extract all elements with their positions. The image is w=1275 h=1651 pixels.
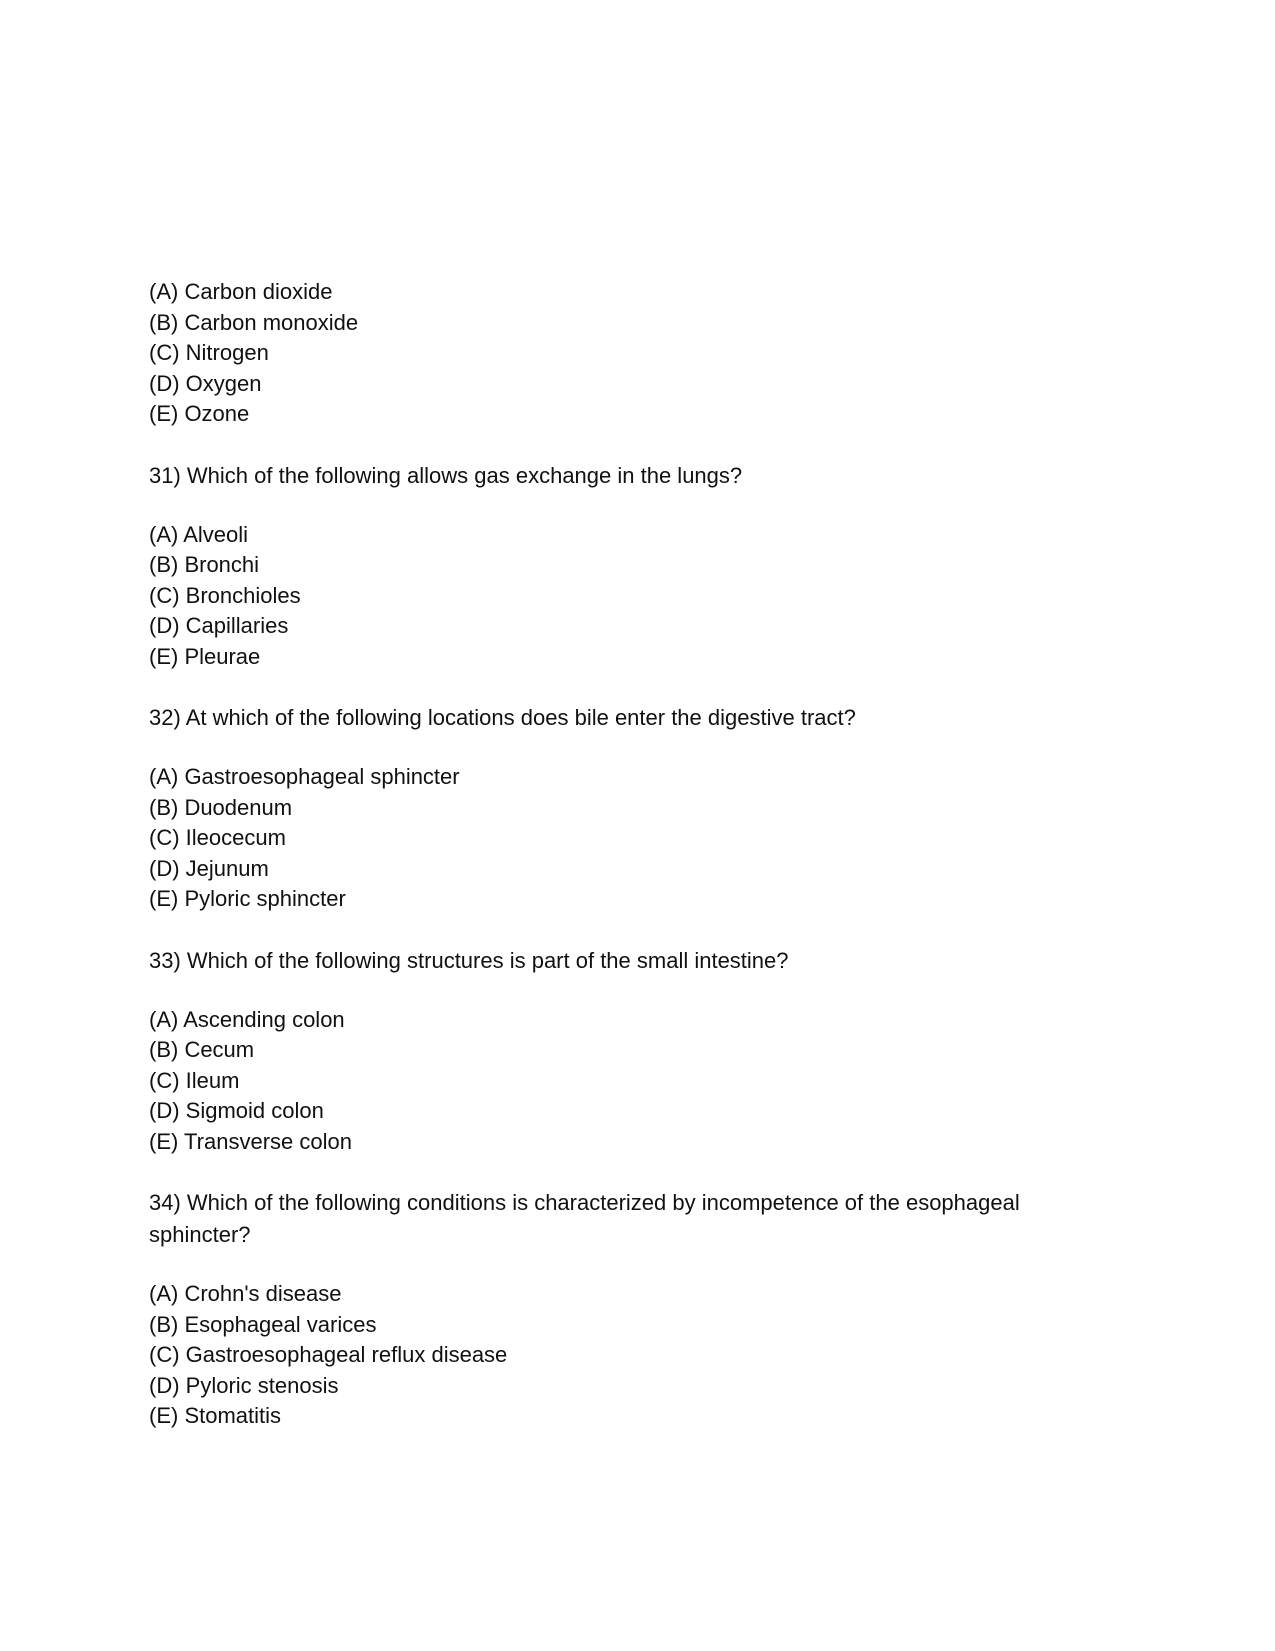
option-a: (A) Ascending colon [149,1006,345,1032]
question-31 [149,460,1109,673]
spacer [149,977,1109,1005]
option-d: (D) Capillaries [149,613,289,638]
options-list [149,762,1109,915]
option-c: (C) Ileocecum [149,825,286,850]
option-a: (A) Crohn's disease [149,1281,342,1306]
spacer [149,1251,1109,1279]
option-b: (B) Carbon monoxide [149,309,359,335]
option-e: (E) Pleurae [149,643,261,669]
question-text: 34) Which of the following conditions is characterized by incompetence of the esophageal sphincter? [149,1190,1020,1247]
option-b: (B) Cecum [149,1037,255,1062]
spacer [149,1157,1109,1187]
option-b: (B) Bronchi [149,552,260,577]
option-a: (A) Carbon dioxide [149,279,333,304]
options-list [149,1005,1109,1158]
option-d: (D) Oxygen [149,370,262,396]
question-32 [149,702,1109,915]
question-text: 33) Which of the following structures is part of the small intestine? [149,947,789,973]
continued-options-list [149,277,1109,430]
option-d: (D) Pyloric stenosis [149,1372,339,1398]
option-b: (B) Duodenum [149,794,293,820]
spacer [149,672,1109,702]
option-a: (A) Alveoli [149,521,249,547]
option-c: (C) Bronchioles [149,582,301,608]
option-d: (D) Jejunum [149,855,269,881]
option-c: (C) Gastroesophageal reflux disease [149,1342,508,1367]
options-list [149,1279,1109,1432]
question-text: 31) Which of the following allows gas exchange in the lungs? [149,462,743,488]
option-a: (A) Gastroesophageal sphincter [149,764,460,789]
option-c: (C) Nitrogen [149,340,269,365]
question-text: 32) At which of the following locations does bile enter the digestive tract? [149,705,856,730]
document-page [149,277,1109,1432]
spacer [149,430,1109,460]
options-list [149,520,1109,673]
spacer [149,734,1109,762]
question-34 [149,1187,1109,1432]
option-e: (E) Stomatitis [149,1403,282,1428]
option-e: (E) Pyloric sphincter [149,886,346,911]
option-c: (C) Ileum [149,1067,240,1093]
option-e: (E) Ozone [149,401,250,426]
option-d: (D) Sigmoid colon [149,1098,324,1123]
option-b: (B) Esophageal varices [149,1311,377,1337]
option-e: (E) Transverse colon [149,1128,352,1154]
spacer [149,915,1109,945]
spacer [149,492,1109,520]
question-33 [149,945,1109,1158]
